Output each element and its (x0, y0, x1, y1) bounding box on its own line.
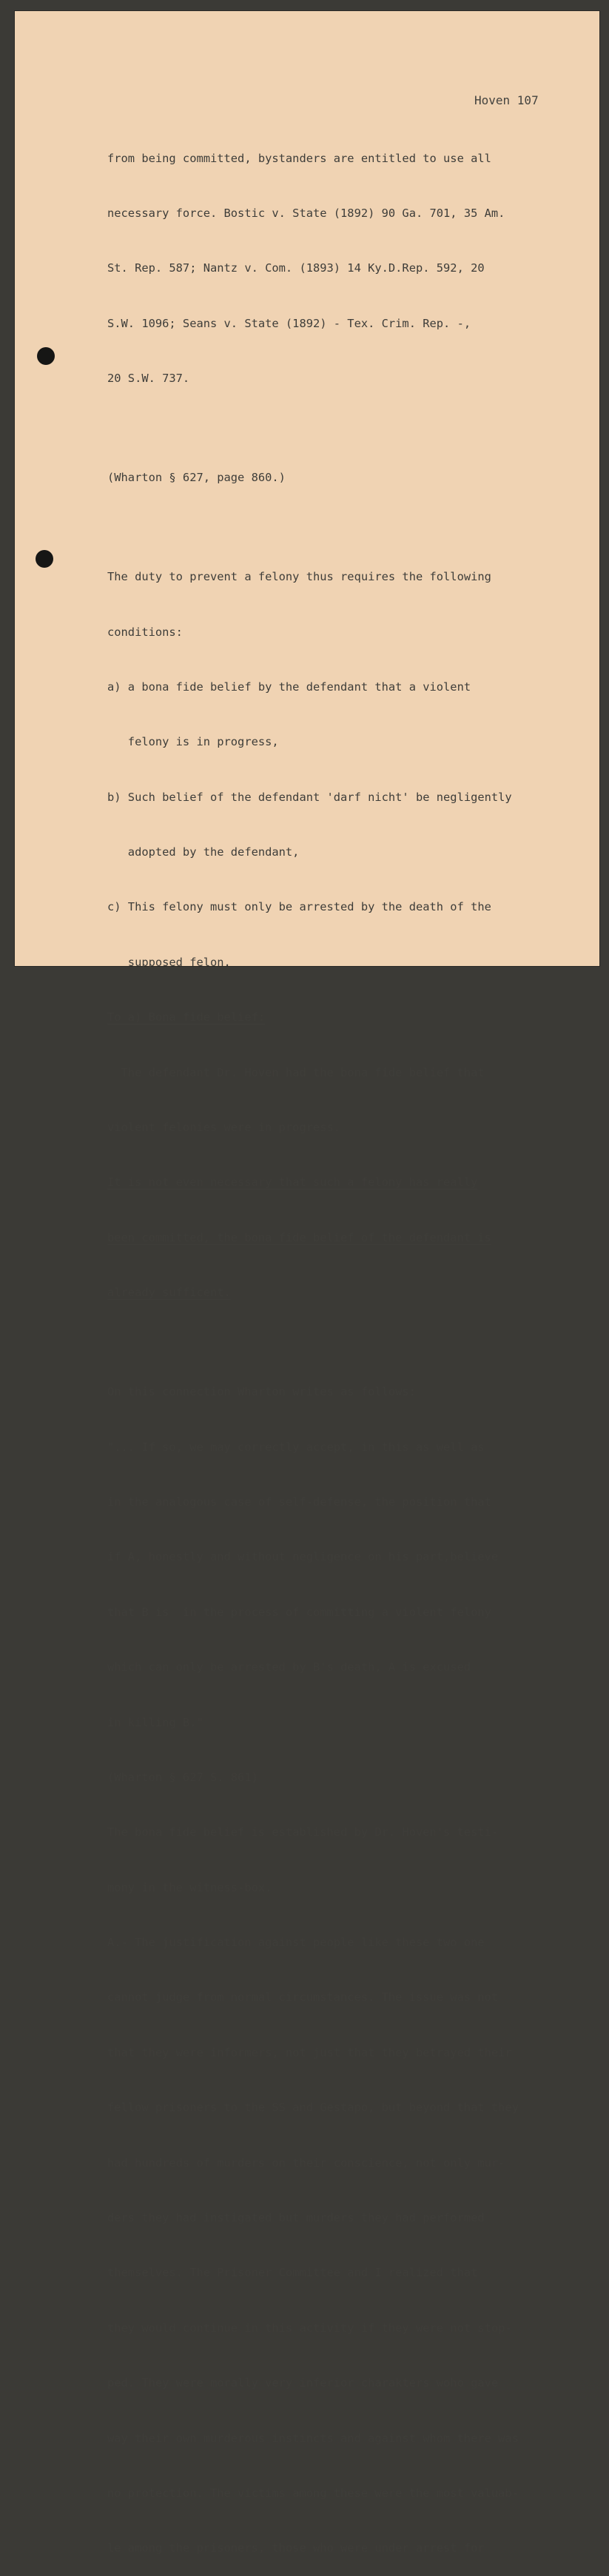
text-line: that they were informers, not just that they betrayed their (107, 2045, 512, 2059)
text-line: A.- The justification against people like these two one (107, 1936, 485, 1950)
underlined-line: already sufficent. (107, 1286, 231, 1300)
text-line: necessary force. Bostic v. State (1892) 90 Ga. 701, 35 Am. (107, 206, 505, 220)
section-heading: To a) Bona fide belief: (107, 1010, 266, 1024)
underlined-line: It is not even necessary that such a felony has really (107, 1175, 478, 1190)
quote-line: in the analogous case of self-defense, the position that (107, 1495, 491, 1509)
text-line: they would continue in this activity if they were not stop- (107, 2321, 512, 2335)
page-number: Hoven 107 (474, 93, 539, 107)
text-line: cannot judge from normal circumstances. The issue was not (107, 1990, 499, 2005)
text-line: The bona fide belief is established by Dr. Hoven's testi- (107, 1825, 499, 1839)
quote-line: that B is in the process of committing a violent felony (107, 1605, 491, 1619)
list-item-b-cont: adopted by the defendant, (107, 845, 300, 859)
punch-hole (36, 550, 53, 568)
text-line: le among the prisoners, those who were under arrest for (107, 2541, 485, 2555)
quote-line: which can only be arrested by B's death, A is excused (107, 1660, 471, 1674)
list-item-c: c) This felony must only be arrested by the death of the (107, 900, 491, 914)
text-line: had hundreds of murders on their conscience, not only mur- (107, 2156, 505, 2170)
text-line: The defendant Dr. Hoven had the bona fide belief that (107, 1065, 485, 1079)
list-item-a: a) a bona fide belief by the defendant that a violent (107, 680, 471, 694)
underlined-line: been committed, the bona fide belief of the defendant is (107, 1230, 491, 1244)
text-line: On this connection Wharton writes as follows: (107, 1385, 416, 1399)
citation: (Wharton § 627, page 860.) (107, 471, 286, 485)
punch-hole (37, 347, 55, 365)
quote-line: "... If so, we may correctly accept, in this as well as (107, 1440, 485, 1454)
text-line: 20 S.W. 737. (107, 372, 190, 386)
text-line: themselves. The Prisoner Committee and I realized that (107, 2266, 478, 2280)
text-line: The duty to prevent a felony thus requires the following (107, 570, 491, 584)
document-body (107, 113, 581, 2576)
quote-line: in killing B." (107, 1715, 203, 1729)
text-line: St. Rep. 587; Nantz v. Com. (1893) 14 Ky.D.Rep. 592, 20 (107, 261, 485, 275)
text-line: way their own murderous instincts and against whom there was (107, 2431, 519, 2445)
list-item-a-cont: felony is in progress, (107, 735, 279, 749)
citation: (Wharton § 627 S. 861) (107, 1770, 258, 1784)
text-line: conditions: (107, 625, 183, 639)
text-line: S.W. 1096; Seans v. State (1892) - Tex. Crim. Rep. -, (107, 316, 471, 330)
text-line: no protection. The victims among these were the most valuab- (107, 2486, 519, 2500)
text-line: violent felonies were in progress. (107, 1121, 341, 1135)
text-line: fellow prisoners to the SS and Gestapo, but beyond that they (107, 2101, 519, 2115)
text-line: from being committed, bystanders are entitled to use all (107, 151, 491, 165)
quote-line: if A, honestly and without negligence on his part,believe (107, 1550, 499, 1564)
text-line: mony in the witness-box. (107, 1880, 272, 1894)
text-line: ped. They were morally very inferior charakters woho gave (107, 2376, 499, 2390)
list-item-b: b) Such belief of the defendant 'darf nicht' be negligently (107, 790, 512, 804)
text-line: ders they had instigated but murders they had performed (107, 2211, 485, 2225)
list-item-c-cont: supposed felon. (107, 955, 231, 969)
